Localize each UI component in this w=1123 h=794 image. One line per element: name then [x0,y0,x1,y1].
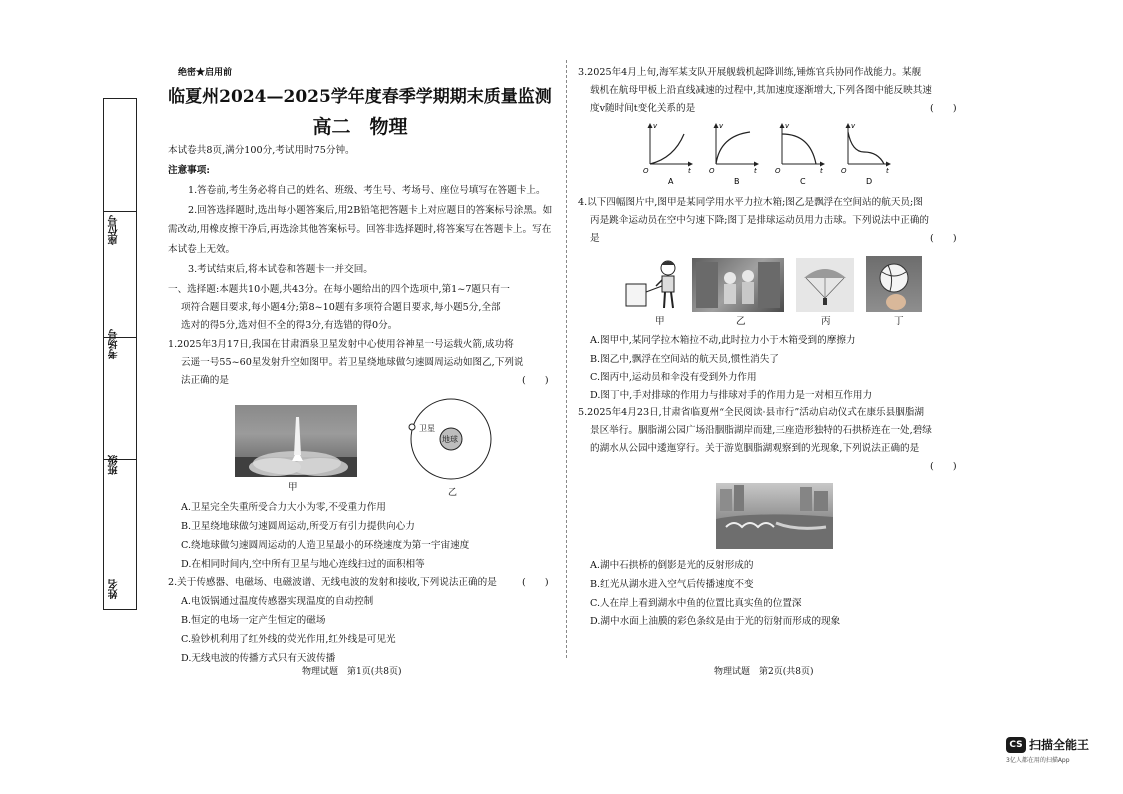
vt-label-c: C [800,177,806,186]
q5-option-c: C.人在岸上看到湖水中鱼的位置比真实鱼的位置深 [590,598,802,609]
q5-line-1: 5.2025年4月23日,甘肃省临夏州“全民阅读·县市行”活动启动仪式在康乐县胭脂湖 [578,407,925,418]
exam-subject: 高二 物理 [312,116,408,138]
class-label: 班级 [109,455,120,475]
svg-text:v: v [653,122,658,130]
note-2-line-1: 2.回答选择题时,选出每小题答案后,用2B铅笔把答题卡上对应题目的答案标号涂黑。如 [188,205,553,216]
vt-label-b: B [734,177,740,186]
q2-answer-paren: ( ) [522,577,549,588]
q1-option-a: A.卫星完全失重所受合力大小为零,不受重力作用 [181,502,386,513]
satellite-dot [409,424,415,430]
orbit-diagram [395,393,511,497]
lake-park-photo [716,483,833,549]
q2-line-1: 2.关于传感器、电磁场、电磁波谱、无线电波的发射和接收,下列说法正确的是 [168,577,497,588]
q4-option-c: C.图丙中,运动员和伞没有受到外力作用 [590,372,757,383]
parachute-image [796,258,854,312]
section1-line-3: 选对的得5分,选对但不全的得3分,有选错的得0分。 [181,320,398,331]
exam-title: 临夏州2024—2025学年度春季学期期末质量监测 [168,87,552,107]
q5-option-d: D.湖中水面上油膜的彩色条纹是由于光的衍射而形成的现象 [590,616,841,627]
note-2-line-3: 本试卷上无效。 [168,244,236,255]
earth-label: 地球 [442,435,458,444]
volleyball-image [866,256,922,312]
notes-heading: 注意事项: [168,165,210,176]
seat-number-label: 座位号 [109,215,120,245]
q1-option-c: C.绕地球做匀速圆周运动的人造卫星最小的环绕速度为第一宇宙速度 [181,540,470,551]
section1-line-2: 项符合题目要求,每小题4分;第8~10题有多项符合题目要求,每小题5分,全部 [181,302,501,313]
note-3: 3.考试结束后,将本试卷和答题卡一并交回。 [188,264,373,275]
svg-text:O: O [841,167,847,175]
rocket-launch-photo [235,405,357,477]
q4-answer-paren: ( ) [930,233,957,244]
q2-option-a: A.电饭锅通过温度传感器实现温度的自动控制 [181,596,374,607]
space-station-image [692,258,784,312]
svg-text:t: t [688,167,691,175]
svg-text:v: v [719,122,724,130]
scanner-name: 扫描全能王 [1029,738,1090,752]
svg-text:v: v [785,122,790,130]
q1-option-b: B.卫星绕地球做匀速圆周运动,所受万有引力提供向心力 [181,521,415,532]
footer-left: 物理试题 第1页(共8页) [302,667,402,677]
note-1: 1.答卷前,考生务必将自己的姓名、班级、考生号、考场号、座位号填写在答题卡上。 [188,185,546,196]
q2-option-d: D.无线电波的传播方式只有天波传播 [181,653,336,664]
section1-line-1: 一、选择题:本题共10小题,共43分。在每小题给出的四个选项中,第1~7题只有一 [168,284,510,295]
q4-fig-label-jia: 甲 [655,316,665,327]
q4-fig-label-yi: 乙 [736,316,746,327]
q5-option-a: A.湖中石拱桥的倒影是光的反射形成的 [590,560,754,571]
svg-text:t: t [886,167,889,175]
q4-line-2: 丙是跳伞运动员在空中匀速下降;图丁是排球运动员用力击球。下列说法中正确的 [590,215,930,226]
note-2-line-2: 需改动,用橡皮擦干净后,再选涂其他答案标号。回答非选择题时,将答案写在答题卡上。写在 [168,224,552,235]
page-divider [566,60,567,658]
q1-option-d: D.在相同时间内,空中所有卫星与地心连线扫过的面积相等 [181,559,425,570]
boy-pulling-box-figure [622,256,688,314]
q3-answer-paren: ( ) [930,103,957,114]
svg-text:O: O [709,167,715,175]
exam-info: 本试卷共8页,满分100分,考试用时75分钟。 [168,145,355,156]
q4-line-3: 是 [590,233,600,244]
q1-line-3: 法正确的是 [181,375,229,386]
q4-fig-label-ding: 丁 [894,316,904,327]
q1-line-2: 云遥一号55~60星发射升空如图甲。若卫星绕地球做匀速圆周运动如图乙,下列说 [181,357,524,368]
svg-text:O: O [775,167,781,175]
secret-mark: 绝密★启用前 [178,68,233,78]
velocity-time-graphs [640,118,900,188]
footer-right: 物理试题 第2页(共8页) [714,667,814,677]
q5-line-3: 的湖水从公园中逶迤穿行。关于游览胭脂湖观察到的光现象,下列说法正确的是 [590,443,920,454]
q2-option-b: B.恒定的电场一定产生恒定的磁场 [181,615,326,626]
satellite-label: 卫星 [419,424,435,433]
strip-divider [104,211,136,212]
q4-option-d: D.图丁中,手对排球的作用力与排球对手的作用力是一对相互作用力 [590,390,873,401]
vt-label-d: D [866,177,873,186]
q5-line-2: 景区举行。胭脂湖公园广场沿胭脂湖岸而建,三座造形独特的石拱桥连在一处,碧绿 [590,425,932,436]
q4-option-b: B.图乙中,飘浮在空间站的航天员,惯性消失了 [590,354,779,365]
svg-text:O: O [643,167,649,175]
svg-text:t: t [820,167,823,175]
q4-fig-label-bing: 丙 [821,316,831,327]
scanner-slogan: 3亿人都在用的扫描App [1006,757,1070,764]
vt-label-a: A [668,177,674,186]
vt-graph-b [709,122,758,186]
vt-graph-a [643,122,692,186]
exam-room-label: 考场号 [109,329,120,359]
parachute-photo [796,258,854,312]
q3-line-1: 3.2025年4月上旬,海军某支队开展舰载机起降训练,锤炼官兵协同作战能力。某舰 [578,67,922,78]
q4-option-a: A.图甲中,某同学拉木箱拉不动,此时拉力小于木箱受到的摩擦力 [590,335,856,346]
lake-park-image [716,483,833,549]
scanner-logo-icon: CS [1006,737,1026,753]
name-label: 姓名 [109,579,120,599]
rocket-launch-image [235,405,357,477]
q5-option-b: B.红光从湖水进入空气后传播速度不变 [590,579,754,590]
q5-answer-paren: ( ) [930,461,957,472]
student-info-strip [103,98,137,610]
volleyball-photo [866,256,922,312]
q3-line-2: 载机在航母甲板上沿直线减速的过程中,其加速度逐渐增大,下列各图中能反映其速 [590,85,932,96]
svg-text:v: v [851,122,856,130]
vt-graph-c [775,122,824,186]
q4-line-1: 4.以下四幅图片中,图甲是某同学用水平力拉木箱;图乙是飘浮在空间站的航天员;图 [578,197,923,208]
space-station-photo [692,258,784,312]
vt-graph-d [841,122,890,186]
q1-line-1: 1.2025年3月17日,我国在甘肃酒泉卫星发射中心使用谷神星一号运载火箭,成功将 [168,339,514,350]
q3-line-3: 度v随时间t变化关系的是 [590,103,696,114]
q1-fig-label-yi: 乙 [448,488,458,497]
q1-answer-paren: ( ) [522,375,549,386]
q1-fig-label-jia: 甲 [288,482,298,493]
q2-option-c: C.验钞机利用了红外线的荧光作用,红外线是可见光 [181,634,396,645]
svg-text:t: t [754,167,757,175]
